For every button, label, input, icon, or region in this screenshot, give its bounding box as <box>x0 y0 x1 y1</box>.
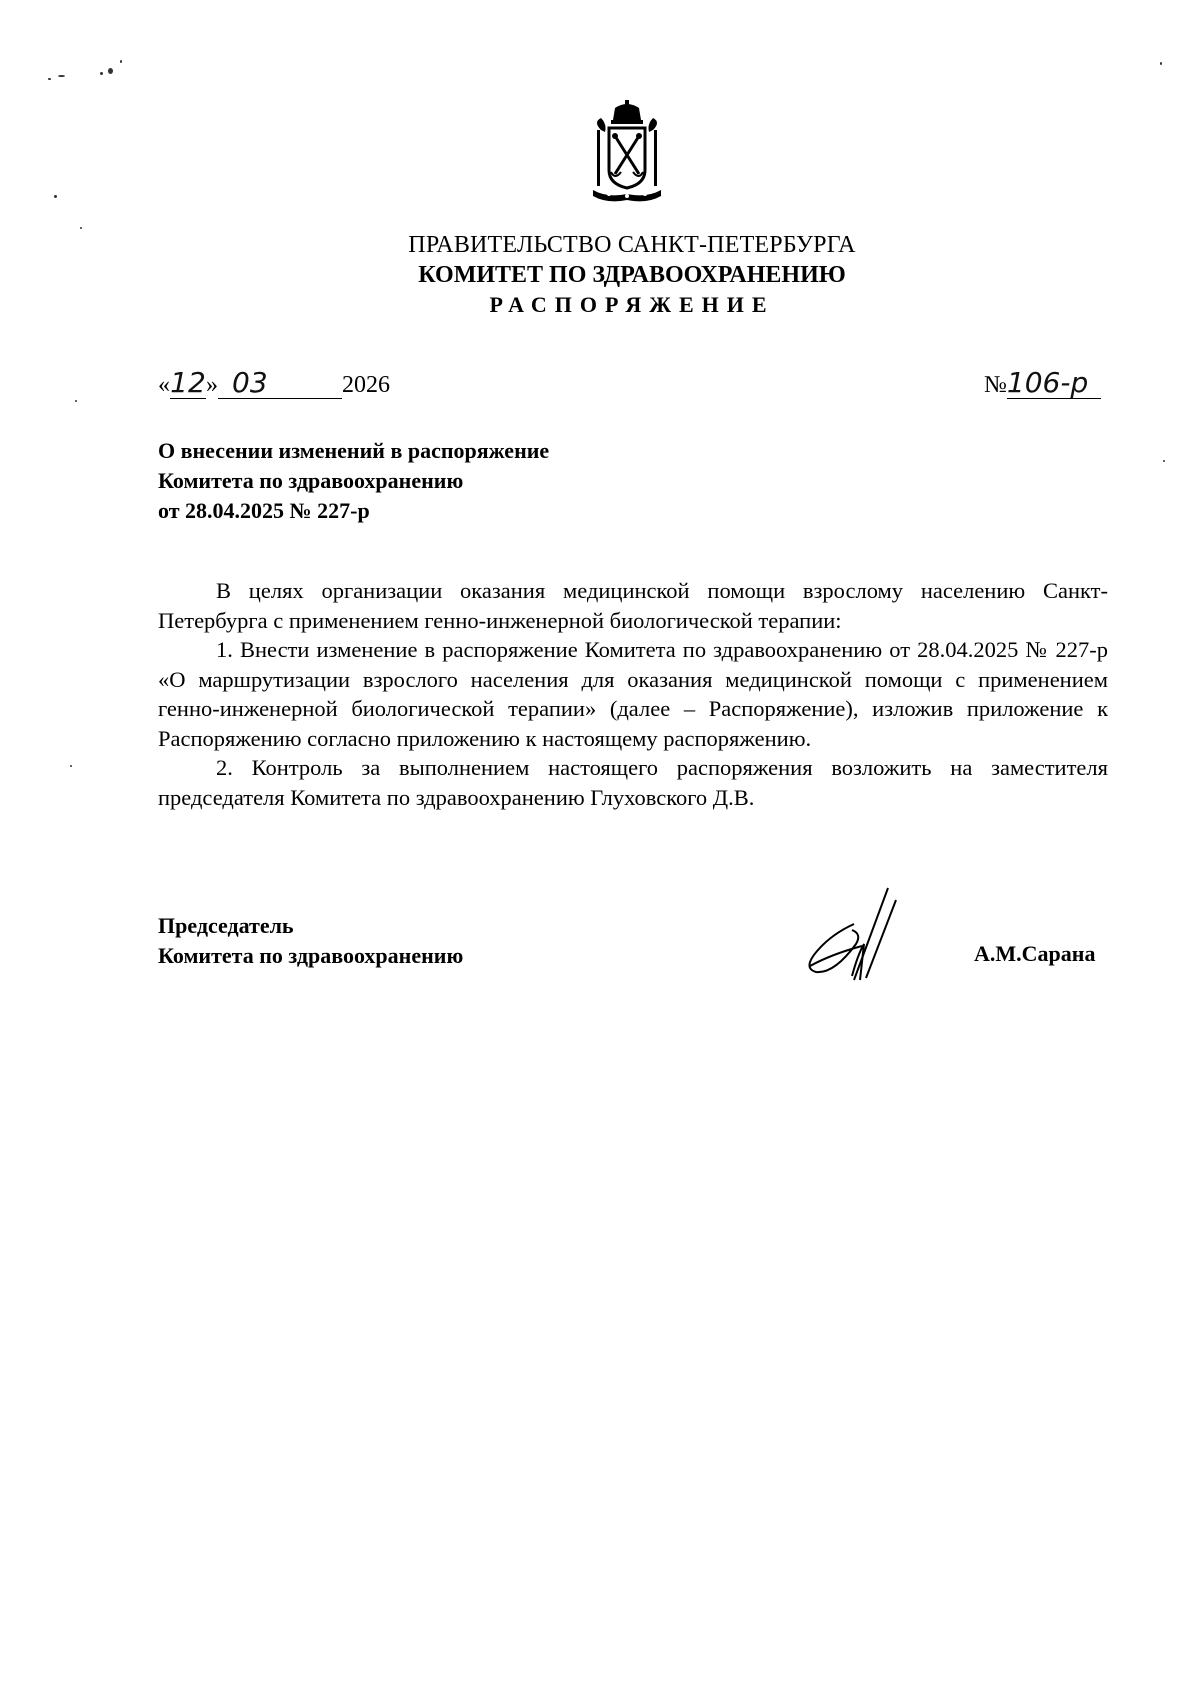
subject-line: Комитета по здравоохранению <box>158 468 464 493</box>
number-value: 106-р <box>1006 366 1089 399</box>
subject-line: О внесении изменений в распоряжение <box>158 438 550 463</box>
scan-speck <box>1163 460 1165 462</box>
document-body <box>158 576 1108 812</box>
number-field <box>1006 366 1101 399</box>
scan-speck <box>100 72 103 75</box>
scan-speck <box>54 195 57 198</box>
scan-speck <box>75 400 77 402</box>
document-date <box>158 366 390 399</box>
scan-speck <box>80 227 82 229</box>
scan-speck <box>58 75 65 77</box>
committee-heading: КОМИТЕТ ПО ЗДРАВООХРАНЕНИЮ <box>418 262 846 288</box>
scan-speck <box>70 765 72 767</box>
date-open-quote: « <box>158 372 170 398</box>
document-number <box>984 366 1101 399</box>
date-close-quote: » <box>206 372 218 398</box>
number-sign: № <box>984 372 1007 398</box>
date-month: 03 <box>232 366 268 399</box>
scan-speck <box>48 78 51 80</box>
handwritten-signature <box>792 884 904 984</box>
signatory-title <box>158 911 463 971</box>
date-month-field <box>218 366 342 399</box>
body-item-1: 1. Внести изменение в распоряжение Комитета по здравоохранению от 28.04.2025 № 227-р «О маршрутизации взрослого населения для оказания медицинской помощи с применением генно-инженерной биологической терапии» (далее – Распоряжение), изложив приложение к Распоряжению согласно приложению к настоящему распоряжению. <box>158 637 1108 751</box>
scan-speck <box>108 68 113 74</box>
government-heading: ПРАВИТЕЛЬСТВО САНКТ-ПЕТЕРБУРГА <box>408 232 856 258</box>
scan-speck <box>1160 62 1162 65</box>
signatory-name: А.М.Сарана <box>974 941 1096 966</box>
signatory-title-line: Комитета по здравоохранению <box>158 943 464 968</box>
date-day-field <box>170 366 206 399</box>
date-year: 2026 <box>342 372 390 398</box>
document-type-heading: РАСПОРЯЖЕНИЕ <box>489 292 775 317</box>
document-subject <box>158 436 678 526</box>
date-day: 12 <box>170 366 206 399</box>
signatory-title-line: Председатель <box>158 913 294 938</box>
body-item-2: 2. Контроль за выполнением настоящего распоряжения возложить на заместителя председателя Комитета по здравоохранению Глуховского Д.В. <box>158 755 1108 810</box>
subject-line: от 28.04.2025 № 227-р <box>158 498 370 523</box>
body-preamble: В целях организации оказания медицинской помощи взрослому населению Санкт-Петербурга с применением генно-инженерной биологической терапии: <box>158 578 1108 633</box>
saint-petersburg-coat-of-arms-icon <box>587 100 667 204</box>
scan-speck <box>120 60 122 63</box>
